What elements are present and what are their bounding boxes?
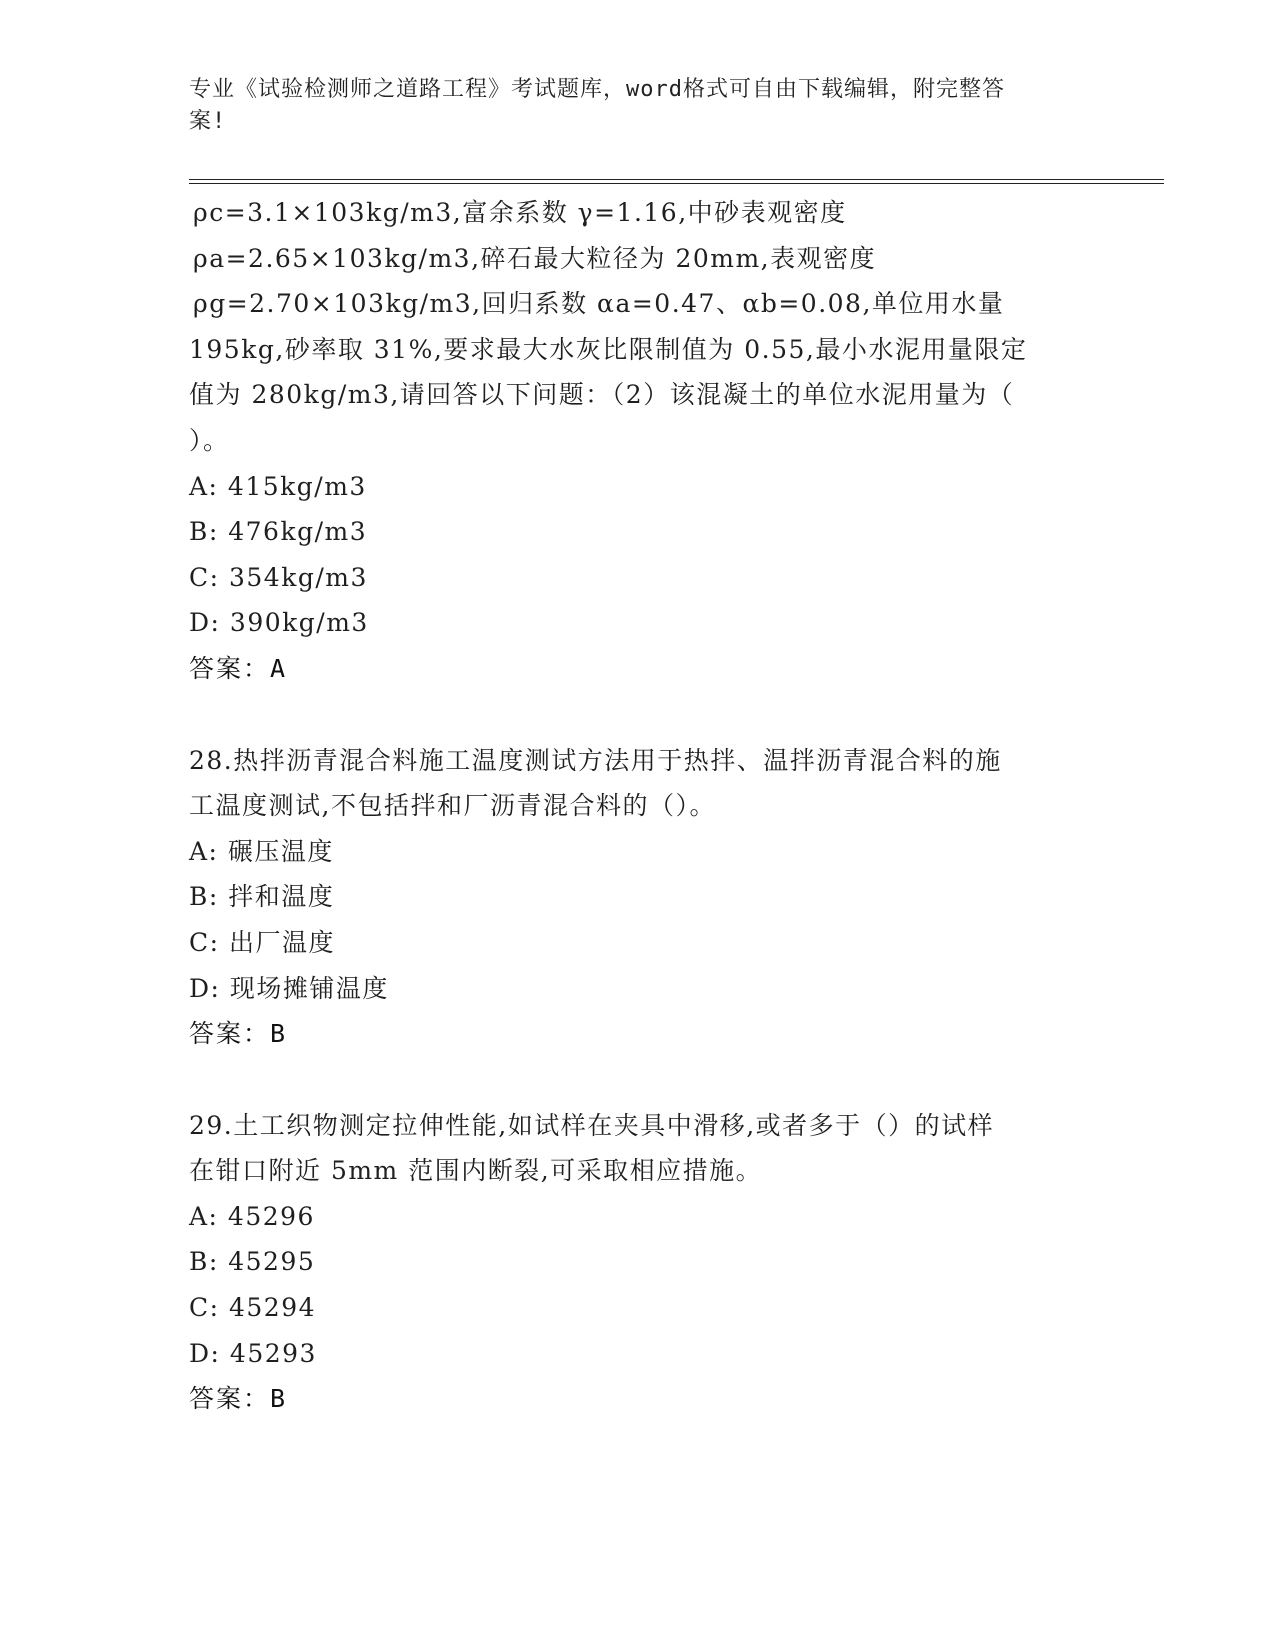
option-a: A: 碾压温度 bbox=[189, 836, 334, 866]
answer-label: 答案：B bbox=[189, 1384, 288, 1414]
question-29 bbox=[189, 1103, 1089, 1422]
header-divider-top bbox=[189, 179, 1164, 180]
document-header bbox=[189, 74, 1084, 138]
option-d: D: 45293 bbox=[189, 1338, 317, 1368]
question-stem-line: 值为 280kg/m3,请回答以下问题：（2）该混凝土的单位水泥用量为（ bbox=[189, 380, 1015, 410]
question-stem-line: ）。 bbox=[189, 425, 230, 455]
option-d: D: 390kg/m3 bbox=[189, 608, 369, 638]
option-d: D: 现场摊铺温度 bbox=[189, 973, 389, 1003]
header-line-1: 专业《试验检测师之道路工程》考试题库，word格式可自由下载编辑，附完整答 bbox=[189, 77, 1005, 102]
question-stem-line: 28.热拌沥青混合料施工温度测试方法用于热拌、温拌沥青混合料的施 bbox=[189, 745, 1002, 775]
question-stem-line: ρc=3.1×103kg/m3,富余系数 γ=1.16,中砂表观密度 bbox=[193, 198, 847, 227]
spacer bbox=[189, 1057, 1089, 1103]
header-line-2: 案! bbox=[189, 109, 227, 134]
question-27 bbox=[189, 190, 1089, 692]
question-28 bbox=[189, 738, 1089, 1057]
option-c: C: 354kg/m3 bbox=[189, 562, 368, 592]
answer-label: 答案：A bbox=[189, 653, 288, 683]
question-stem-line: ρg=2.70×103kg/m3,回归系数 αa=0.47、αb=0.08,单位用水量 bbox=[193, 289, 1005, 319]
spacer bbox=[189, 692, 1089, 738]
question-stem-line: 29.土工织物测定拉伸性能,如试样在夹具中滑移,或者多于（）的试样 bbox=[189, 1110, 995, 1140]
option-b: B: 476kg/m3 bbox=[189, 517, 368, 547]
question-stem-line: 195kg,砂率取 31%,要求最大水灰比限制值为 0.55,最小水泥用量限定 bbox=[189, 334, 1028, 364]
question-stem-line: ρa=2.65×103kg/m3,碎石最大粒径为 20mm,表观密度 bbox=[193, 243, 877, 273]
option-c: C: 45294 bbox=[189, 1293, 317, 1323]
answer-label: 答案：B bbox=[189, 1019, 288, 1049]
question-stem-line: 在钳口附近 5mm 范围内断裂,可采取相应措施。 bbox=[189, 1156, 763, 1186]
option-b: B: 拌和温度 bbox=[189, 882, 335, 912]
option-a: A: 45296 bbox=[189, 1201, 315, 1231]
option-a: A: 415kg/m3 bbox=[189, 471, 367, 501]
question-stem-line: 工温度测试,不包括拌和厂沥青混合料的（）。 bbox=[189, 791, 716, 821]
header-divider-bottom bbox=[189, 183, 1164, 184]
option-c: C: 出厂温度 bbox=[189, 927, 335, 957]
option-b: B: 45295 bbox=[189, 1247, 316, 1277]
document-body bbox=[189, 190, 1089, 1422]
